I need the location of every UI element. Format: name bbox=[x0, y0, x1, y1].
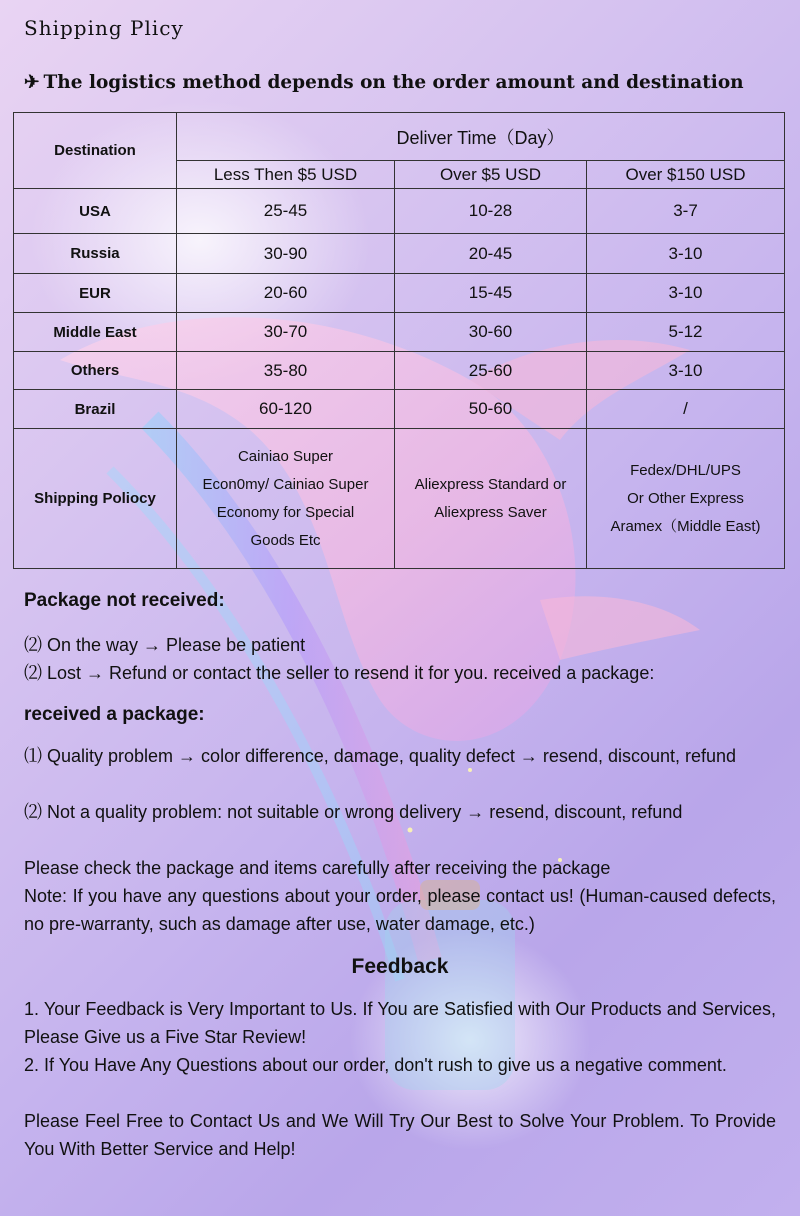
table-row bbox=[14, 390, 785, 429]
table-row bbox=[14, 234, 785, 274]
shipping-policy-row bbox=[14, 429, 785, 569]
policy-line: Economy for Special bbox=[216, 503, 355, 521]
subtitle-text: The logistics method depends on the order amount and destination bbox=[43, 72, 744, 93]
destination-header: Destination bbox=[14, 113, 177, 189]
list-item: ⑵ Lost → Refund or contact the seller to resend it for you. received a package: bbox=[24, 663, 655, 683]
policy-line: Goods Etc bbox=[250, 531, 321, 549]
policy-line: Aramex（Middle East) bbox=[610, 517, 761, 535]
table-cell: 3-10 bbox=[587, 234, 785, 274]
table-row bbox=[14, 189, 785, 234]
policy-line: Aliexpress Standard or bbox=[414, 475, 567, 493]
list-item: ⑵ On the way → Please be patient bbox=[24, 635, 306, 655]
received-package-heading: received a package: bbox=[24, 704, 205, 725]
table-cell: 60-120 bbox=[177, 390, 395, 429]
section-subtitle bbox=[24, 72, 744, 93]
table-cell: 25-60 bbox=[395, 352, 587, 390]
package-not-received-heading: Package not received: bbox=[24, 590, 225, 611]
column-header: Less Then $5 USD bbox=[177, 161, 395, 189]
delivery-time-table bbox=[13, 112, 785, 569]
table-cell: 5-12 bbox=[587, 313, 785, 352]
destination-cell: USA bbox=[14, 189, 177, 234]
table-cell: 50-60 bbox=[395, 390, 587, 429]
policy-label: Shipping Poliocy bbox=[14, 429, 177, 569]
destination-cell: Brazil bbox=[14, 390, 177, 429]
table-cell: 30-60 bbox=[395, 313, 587, 352]
feedback-heading: Feedback bbox=[351, 955, 449, 978]
deliver-time-header: Deliver Time（Day） bbox=[177, 113, 785, 161]
column-header: Over $5 USD bbox=[395, 161, 587, 189]
page-title: Shipping Plicy bbox=[24, 16, 184, 40]
order-note: Note: If you have any questions about your order, please contact us! (Human-caused defects, no pre-warranty, such as damage after use, water damage, etc.) bbox=[24, 886, 776, 934]
table-header-row bbox=[14, 113, 785, 161]
policy-cell bbox=[587, 429, 785, 569]
feedback-paragraph: 1. Your Feedback is Very Important to Us. If You are Satisfied with Our Products and Services, Please Give us a Five Star Review! bbox=[24, 999, 776, 1047]
destination-cell: Middle East bbox=[14, 313, 177, 352]
table-cell: 30-90 bbox=[177, 234, 395, 274]
policy-cell bbox=[177, 429, 395, 569]
table-cell: 3-10 bbox=[587, 352, 785, 390]
policy-line: Fedex/DHL/UPS bbox=[630, 461, 741, 479]
airplane-icon: ✈ bbox=[24, 72, 40, 93]
list-item: ⑴ Quality problem → color difference, damage, quality defect → resend, discount, refund bbox=[24, 746, 737, 766]
table-cell: 15-45 bbox=[395, 274, 587, 313]
policy-line: Or Other Express bbox=[627, 489, 744, 507]
table-cell: 3-7 bbox=[587, 189, 785, 234]
check-instruction: Please check the package and items carefully after receiving the package bbox=[24, 858, 611, 878]
policy-line: Aliexpress Saver bbox=[434, 503, 547, 521]
table-row bbox=[14, 274, 785, 313]
list-item: ⑵ Not a quality problem: not suitable or wrong delivery → resend, discount, refund bbox=[24, 802, 683, 822]
feedback-paragraph: Please Feel Free to Contact Us and We Will Try Our Best to Solve Your Problem. To Provide You With Better Service and Help! bbox=[24, 1111, 776, 1159]
table-cell: 3-10 bbox=[587, 274, 785, 313]
table-cell: 20-60 bbox=[177, 274, 395, 313]
table-cell: 10-28 bbox=[395, 189, 587, 234]
table-cell: 25-45 bbox=[177, 189, 395, 234]
table-row bbox=[14, 352, 785, 390]
table-cell: 20-45 bbox=[395, 234, 587, 274]
table-cell: 35-80 bbox=[177, 352, 395, 390]
destination-cell: EUR bbox=[14, 274, 177, 313]
policy-line: Cainiao Super bbox=[237, 447, 334, 465]
feedback-paragraph: 2. If You Have Any Questions about our order, don't rush to give us a negative comment. bbox=[24, 1055, 727, 1075]
destination-cell: Others bbox=[14, 352, 177, 390]
column-header: Over $150 USD bbox=[587, 161, 785, 189]
policy-cell bbox=[395, 429, 587, 569]
table-cell: 30-70 bbox=[177, 313, 395, 352]
policy-line: Econ0my/ Cainiao Super bbox=[202, 475, 369, 493]
table-cell: / bbox=[587, 390, 785, 429]
destination-cell: Russia bbox=[14, 234, 177, 274]
table-row bbox=[14, 313, 785, 352]
